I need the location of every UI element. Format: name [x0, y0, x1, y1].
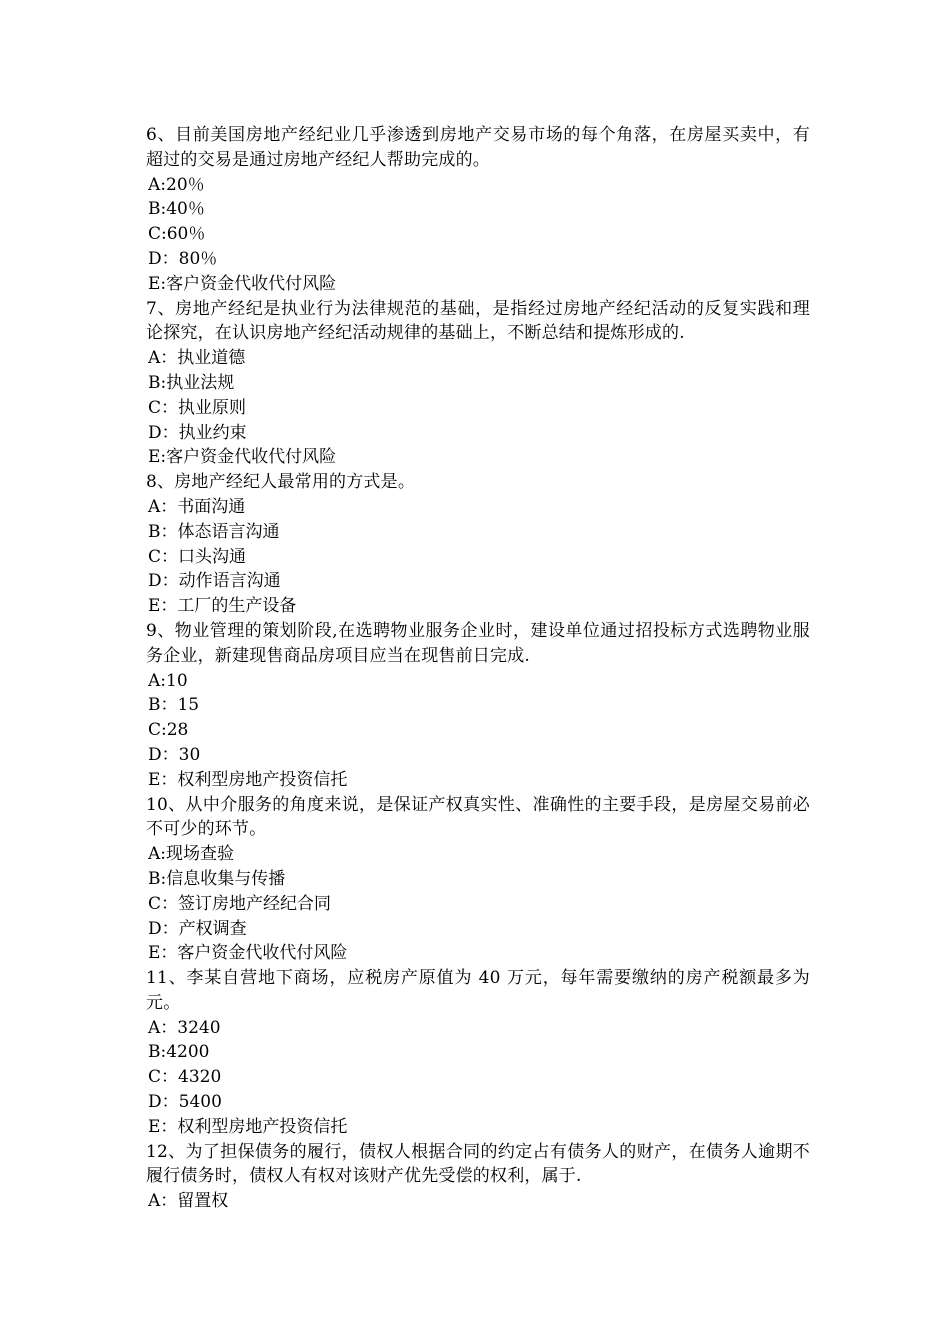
question-block-9 — [146, 619, 810, 793]
question-text: 6、目前美国房地产经纪业几乎渗透到房地产交易市场的每个角落，在房屋买卖中，有超过的交易是通过房地产经纪人帮助完成的。 — [146, 125, 810, 170]
option-a: A：执业道德 — [148, 348, 246, 369]
option-c: C:28 — [148, 720, 189, 741]
option-e: E：客户资金代收代付风险 — [148, 943, 348, 964]
option-a: A:现场查验 — [148, 844, 235, 865]
option-b: B：体态语言沟通 — [148, 521, 280, 542]
question-block-11 — [146, 966, 810, 1140]
option-a: A：留置权 — [148, 1191, 229, 1212]
question-text: 10、从中介服务的角度来说，是保证产权真实性、准确性的主要手段，是房屋交易前必不可少的环节。 — [146, 794, 810, 840]
option-a: A：书面沟通 — [148, 496, 246, 517]
option-a: A:20％ — [148, 174, 205, 195]
question-list — [146, 123, 810, 1214]
option-e: E:客户资金代收代付风险 — [148, 447, 337, 468]
option-e: E：权利型房地产投资信托 — [148, 769, 348, 790]
question-text: 12、为了担保债务的履行，债权人根据合同的约定占有债务人的财产，在债务人逾期不履行债务时，债权人有权对该财产优先受偿的权利，属于. — [146, 1141, 810, 1187]
question-text: 7、房地产经纪是执业行为法律规范的基础，是指经过房地产经纪活动的反复实践和理论探究，在认识房地产经纪活动规律的基础上，不断总结和提炼形成的. — [146, 298, 810, 344]
option-b: B:4200 — [148, 1042, 210, 1063]
question-block-10 — [146, 793, 810, 967]
option-b: B:执业法规 — [148, 372, 235, 393]
option-d: D：产权调查 — [148, 918, 247, 939]
question-text: 11、李某自营地下商场，应税房产原值为 40 万元，每年需要缴纳的房产税额最多为元。 — [146, 968, 810, 1013]
option-d: D：80％ — [148, 248, 218, 269]
option-b: B:40％ — [148, 199, 205, 220]
option-e: E：工厂的生产设备 — [148, 596, 297, 617]
question-block-8 — [146, 470, 810, 619]
option-c: C：执业原则 — [148, 397, 247, 418]
option-a: A:10 — [148, 670, 188, 691]
option-c: C：4320 — [148, 1067, 222, 1088]
option-b: B:信息收集与传播 — [148, 868, 286, 889]
option-c: C：签订房地产经纪合同 — [148, 893, 332, 914]
option-e: E：权利型房地产投资信托 — [148, 1116, 348, 1137]
option-e: E:客户资金代收代付风险 — [148, 273, 337, 294]
option-b: B：15 — [148, 695, 200, 716]
option-d: D：执业约束 — [148, 422, 247, 443]
option-c: C：口头沟通 — [148, 546, 247, 567]
option-a: A：3240 — [148, 1017, 221, 1038]
option-d: D：30 — [148, 744, 201, 765]
question-block-12 — [146, 1140, 810, 1214]
option-d: D：5400 — [148, 1092, 222, 1113]
question-text: 8、房地产经纪人最常用的方式是。 — [146, 472, 416, 493]
question-block-6 — [146, 123, 810, 297]
question-text: 9、物业管理的策划阶段,在选聘物业服务企业时，建设单位通过招投标方式选聘物业服务企业，新建现售商品房项目应当在现售前日完成. — [146, 620, 810, 666]
question-block-7 — [146, 297, 810, 471]
option-d: D：动作语言沟通 — [148, 571, 281, 592]
option-c: C:60％ — [148, 224, 206, 245]
